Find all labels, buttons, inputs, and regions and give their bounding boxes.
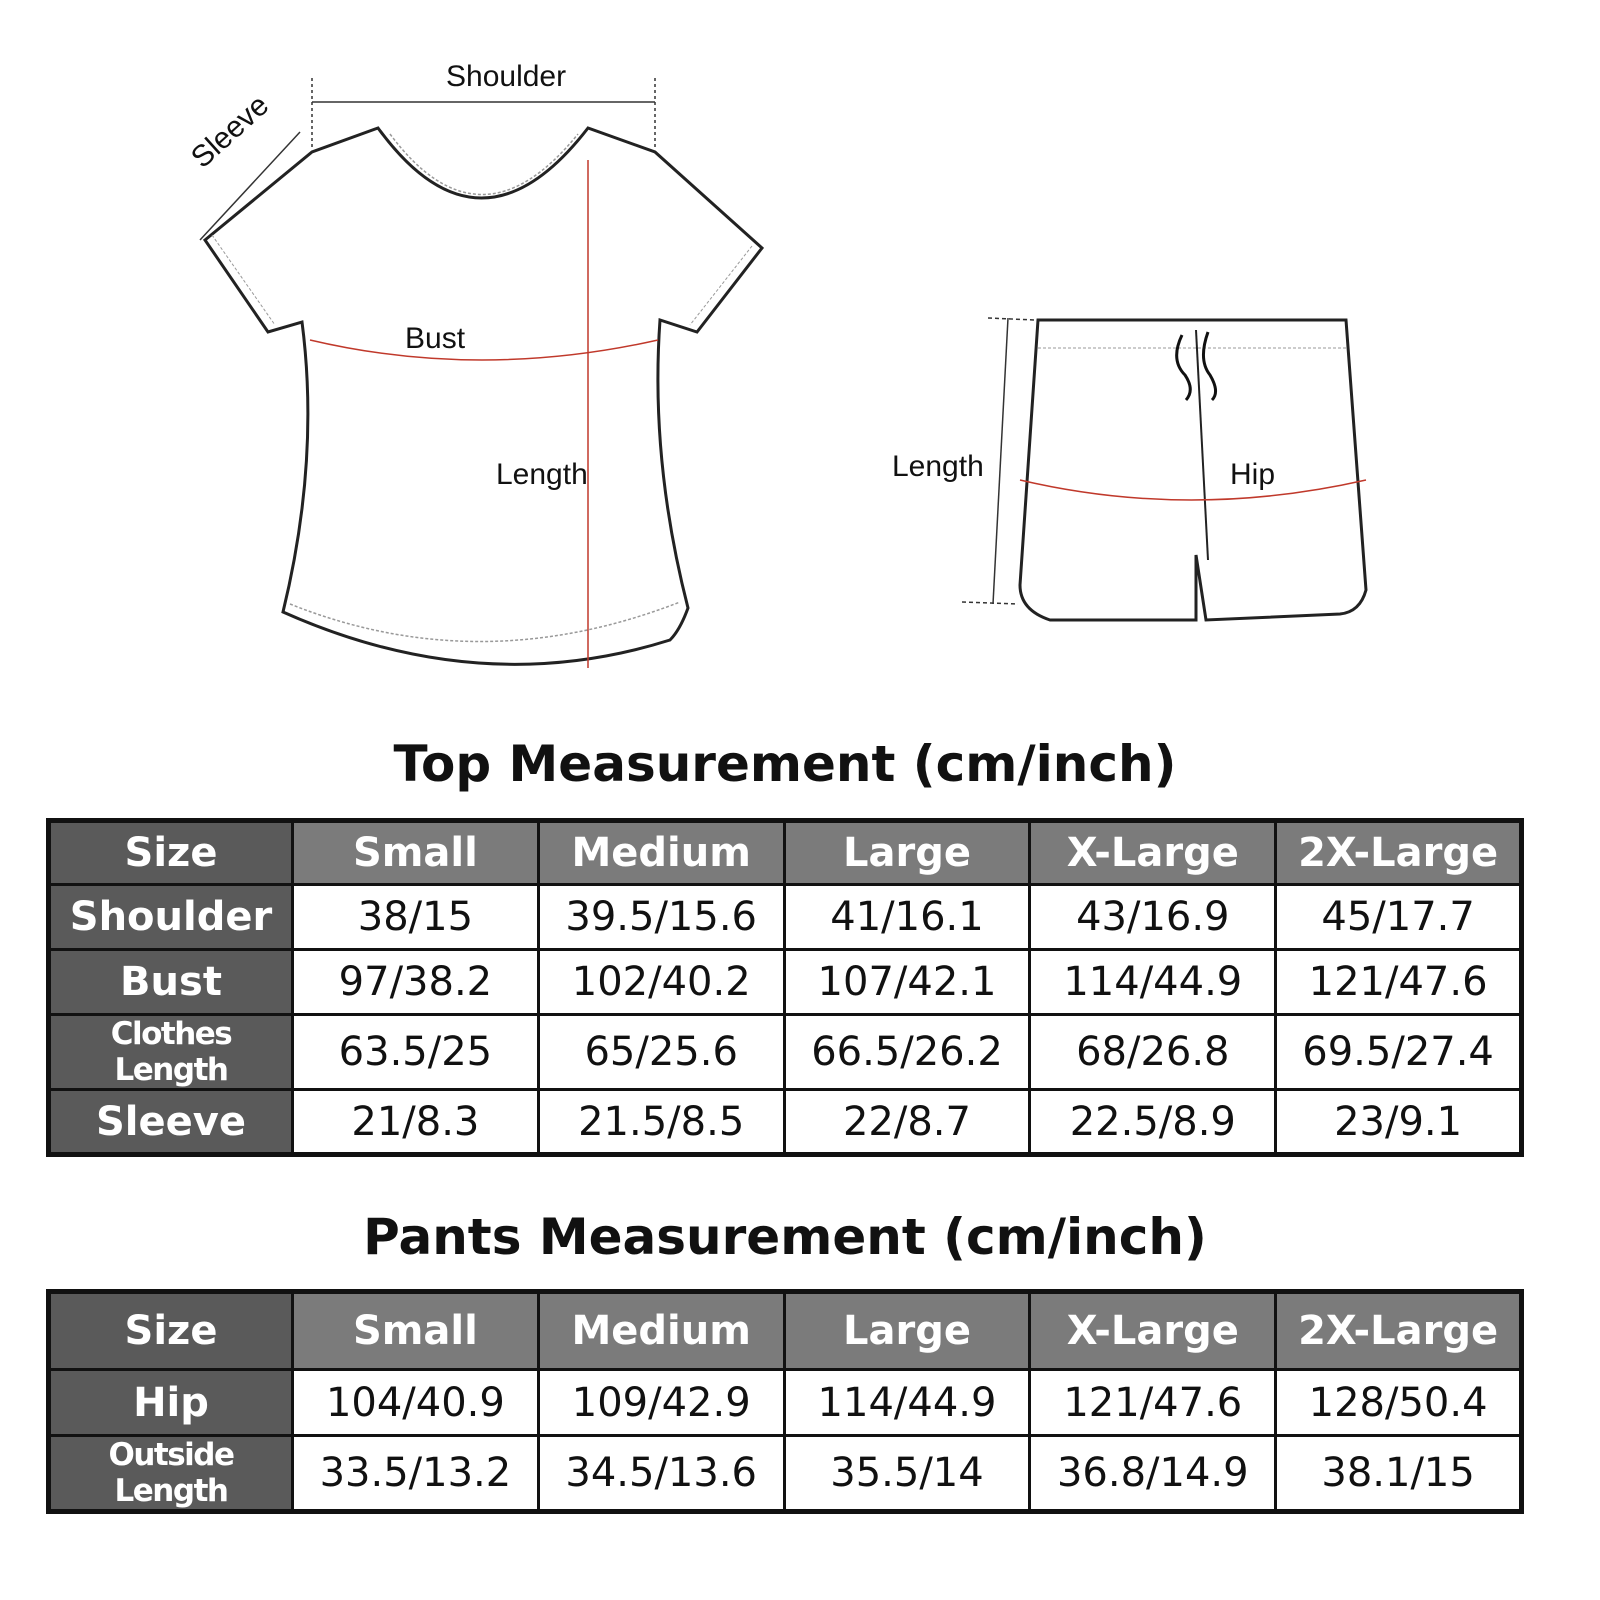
shoulder-label: Shoulder [446,60,567,93]
row-label: Bust [49,950,293,1015]
pants-length-label: Length [892,450,984,483]
row-label: Outside Length [49,1436,293,1512]
table-header-row [49,821,1522,885]
table-cell: 114/44.9 [1030,950,1276,1015]
table-cell: 23/9.1 [1276,1090,1522,1155]
sleeve-label: Sleeve [185,88,276,175]
hip-label: Hip [1230,458,1276,491]
header-cell: Size [49,1292,293,1370]
shorts-outline [1020,320,1366,620]
table-cell: 21.5/8.5 [538,1090,784,1155]
table-cell: 39.5/15.6 [538,885,784,950]
table-cell: 41/16.1 [784,885,1030,950]
hip-measure-line [1020,480,1366,500]
top-measurement-table [46,818,1524,1157]
header-cell: Small [293,1292,539,1370]
table-cell: 35.5/14 [784,1436,1030,1512]
table-cell: 38/15 [293,885,539,950]
pants-table-title: Pants Measurement (cm/inch) [363,1208,1207,1266]
table-cell: 97/38.2 [293,950,539,1015]
header-cell: Small [293,821,539,885]
bust-label: Bust [405,322,466,355]
garment-diagram [0,0,1600,700]
table-cell: 121/47.6 [1030,1370,1276,1436]
table-cell: 109/42.9 [538,1370,784,1436]
table-cell: 68/26.8 [1030,1015,1276,1090]
table-cell: 63.5/25 [293,1015,539,1090]
row-label: Hip [49,1370,293,1436]
header-cell: Large [784,1292,1030,1370]
table-row [49,1436,1522,1512]
header-cell: Large [784,821,1030,885]
top-length-label: Length [496,458,588,491]
table-cell: 22/8.7 [784,1090,1030,1155]
table-cell: 38.1/15 [1276,1436,1522,1512]
pants-measurement-table [46,1289,1524,1514]
table-cell: 45/17.7 [1276,885,1522,950]
table-cell: 21/8.3 [293,1090,539,1155]
header-cell: Medium [538,821,784,885]
table-cell: 22.5/8.9 [1030,1090,1276,1155]
table-cell: 102/40.2 [538,950,784,1015]
top-table-title: Top Measurement (cm/inch) [393,735,1177,793]
table-header-row [49,1292,1522,1370]
table-cell: 104/40.9 [293,1370,539,1436]
table-cell: 33.5/13.2 [293,1436,539,1512]
table-cell: 107/42.1 [784,950,1030,1015]
table-cell: 66.5/26.2 [784,1015,1030,1090]
table-row [49,1015,1522,1090]
tshirt-outline [205,128,762,664]
table-cell: 43/16.9 [1030,885,1276,950]
table-cell: 34.5/13.6 [538,1436,784,1512]
row-label: Sleeve [49,1090,293,1155]
table-cell: 114/44.9 [784,1370,1030,1436]
header-cell: 2X-Large [1276,821,1522,885]
header-cell: Medium [538,1292,784,1370]
table-cell: 36.8/14.9 [1030,1436,1276,1512]
shoulder-measure-line [200,78,655,240]
table-row [49,885,1522,950]
header-cell: 2X-Large [1276,1292,1522,1370]
table-row [49,1090,1522,1155]
top-red-measure-lines [310,160,658,668]
header-cell: Size [49,821,293,885]
row-label: Shoulder [49,885,293,950]
row-label: Clothes Length [49,1015,293,1090]
header-cell: X-Large [1030,821,1276,885]
table-row [49,1370,1522,1436]
table-cell: 121/47.6 [1276,950,1522,1015]
table-cell: 65/25.6 [538,1015,784,1090]
table-cell: 128/50.4 [1276,1370,1522,1436]
table-row [49,950,1522,1015]
header-cell: X-Large [1030,1292,1276,1370]
table-cell: 69.5/27.4 [1276,1015,1522,1090]
